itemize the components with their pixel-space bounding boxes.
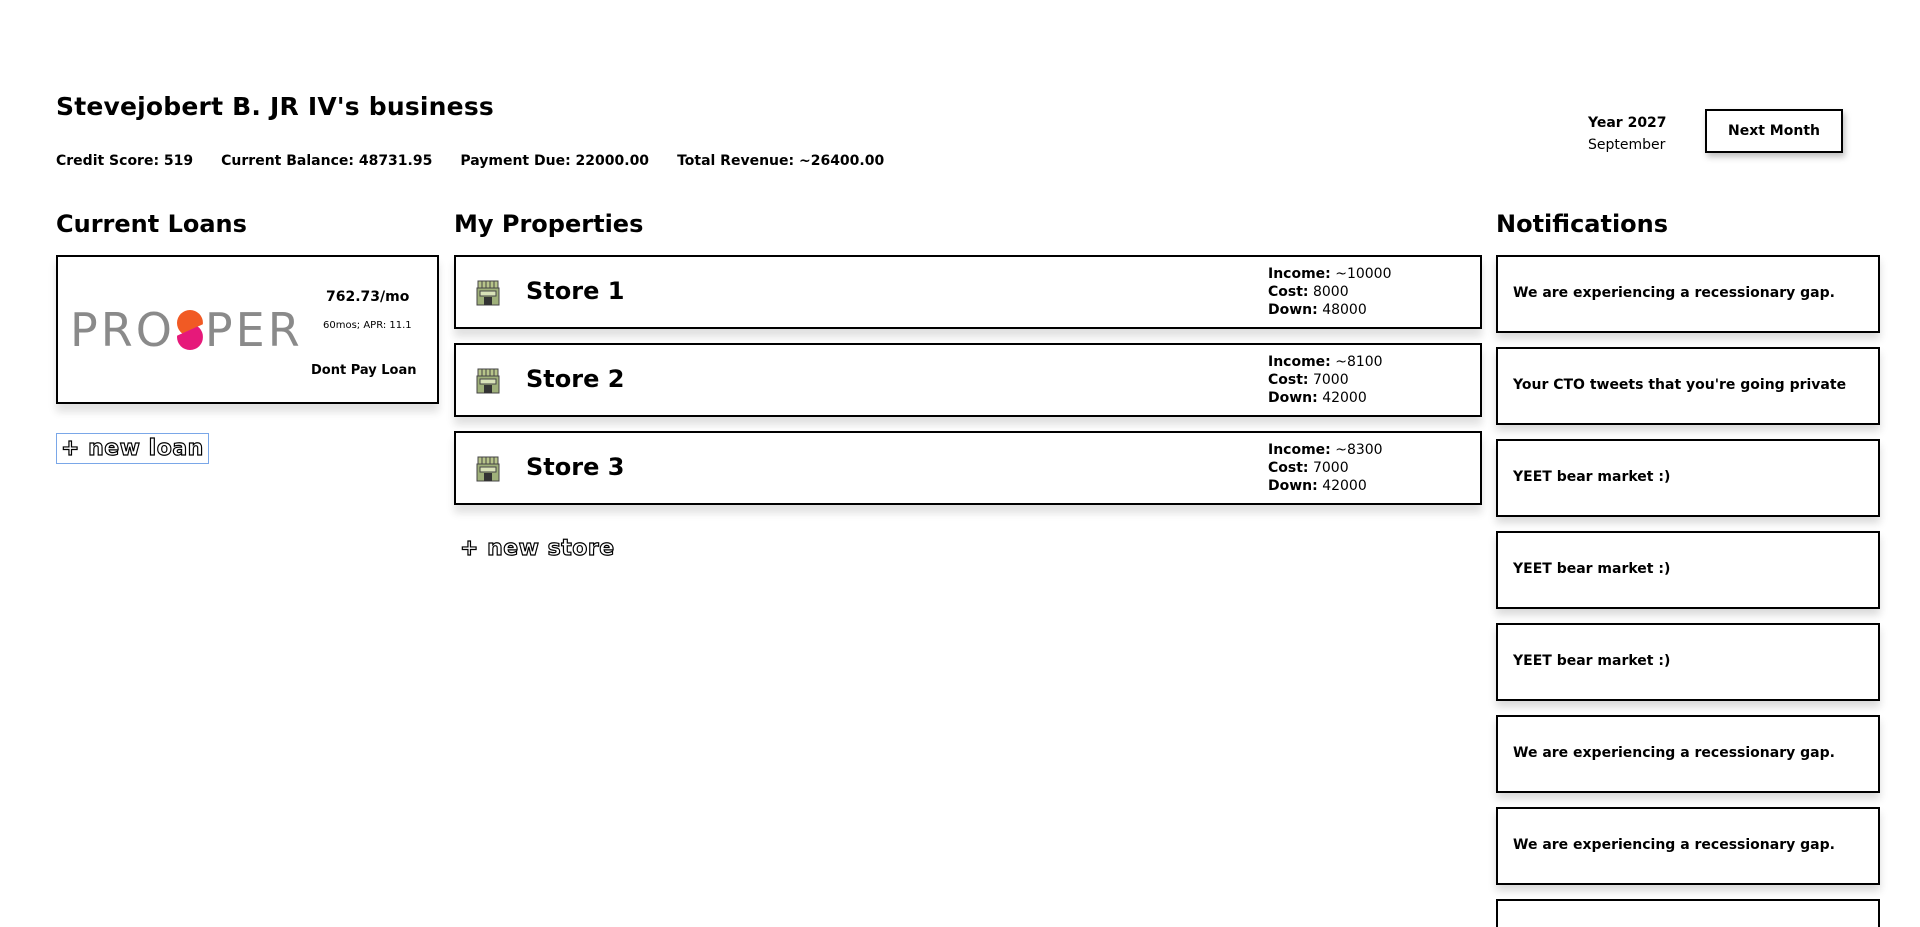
- notification-text: We are experiencing a recessionary gap.: [1513, 745, 1835, 761]
- notification-item: [1496, 347, 1880, 425]
- notification-item: [1496, 255, 1880, 333]
- prosper-logo: [70, 303, 303, 357]
- cost-label: Cost:: [1268, 284, 1309, 300]
- loan-terms: 60mos; APR: 11.1: [323, 320, 412, 331]
- store-info: [1268, 265, 1392, 319]
- store-cost: 7000: [1312, 460, 1349, 476]
- notification-item: [1496, 899, 1880, 927]
- store-name: Store 3: [526, 453, 625, 481]
- stats-bar: [56, 153, 884, 169]
- credit-score: Credit Score: 519: [56, 153, 194, 169]
- total-revenue: Total Revenue: ~26400.00: [677, 153, 885, 169]
- loan-monthly-amount: 762.73/mo: [326, 289, 410, 305]
- prosper-s-icon: [177, 310, 203, 350]
- date-display: [1588, 112, 1667, 156]
- cost-label: Cost:: [1268, 372, 1309, 388]
- notification-item: [1496, 439, 1880, 517]
- store-income: ~8100: [1335, 354, 1383, 370]
- store-name: Store 2: [526, 365, 625, 393]
- down-label: Down:: [1268, 478, 1318, 494]
- store-building-icon: [474, 367, 502, 395]
- store-down: 42000: [1322, 390, 1367, 406]
- store-down: 48000: [1322, 302, 1367, 318]
- current-loans-heading: Current Loans: [56, 210, 247, 238]
- my-properties-heading: My Properties: [454, 210, 644, 238]
- store-income: ~10000: [1335, 266, 1392, 282]
- cost-label: Cost:: [1268, 460, 1309, 476]
- year-label: Year 2027: [1588, 115, 1667, 131]
- notification-item: [1496, 623, 1880, 701]
- store-cost: 7000: [1312, 372, 1349, 388]
- dont-pay-loan-button[interactable]: Dont Pay Loan: [311, 363, 417, 378]
- store-info: [1268, 353, 1383, 407]
- notification-text: Your CTO tweets that you're going private: [1513, 377, 1847, 393]
- month-label: September: [1588, 137, 1666, 153]
- payment-due: Payment Due: 22000.00: [460, 153, 650, 169]
- new-loan-button[interactable]: + new loan: [56, 433, 209, 464]
- down-label: Down:: [1268, 302, 1318, 318]
- store-name: Store 1: [526, 277, 625, 305]
- store-down: 42000: [1322, 478, 1367, 494]
- store-building-icon: [474, 279, 502, 307]
- business-title: Stevejobert B. JR IV's business: [56, 92, 494, 121]
- notifications-heading: Notifications: [1496, 210, 1669, 238]
- store-info: [1268, 441, 1383, 495]
- current-balance: Current Balance: 48731.95: [221, 153, 433, 169]
- logo-text-right: PER: [204, 303, 303, 357]
- loan-card: [56, 255, 439, 404]
- income-label: Income:: [1268, 442, 1331, 458]
- notification-item: [1496, 715, 1880, 793]
- store-cost: 8000: [1312, 284, 1349, 300]
- notification-item: [1496, 807, 1880, 885]
- store-income: ~8300: [1335, 442, 1383, 458]
- store-card[interactable]: [454, 255, 1482, 329]
- notification-text: We are experiencing a recessionary gap.: [1513, 837, 1835, 853]
- income-label: Income:: [1268, 354, 1331, 370]
- new-store-button[interactable]: + new store: [460, 536, 615, 561]
- notification-text: YEET bear market :): [1513, 561, 1671, 577]
- income-label: Income:: [1268, 266, 1331, 282]
- store-card[interactable]: [454, 343, 1482, 417]
- logo-text-left: PRO: [70, 303, 175, 357]
- store-card[interactable]: [454, 431, 1482, 505]
- next-month-button[interactable]: Next Month: [1705, 109, 1843, 153]
- notification-text: YEET bear market :): [1513, 469, 1671, 485]
- notification-text: We are experiencing a recessionary gap.: [1513, 285, 1835, 301]
- store-building-icon: [474, 455, 502, 483]
- down-label: Down:: [1268, 390, 1318, 406]
- notification-item: [1496, 531, 1880, 609]
- notification-text: YEET bear market :): [1513, 653, 1671, 669]
